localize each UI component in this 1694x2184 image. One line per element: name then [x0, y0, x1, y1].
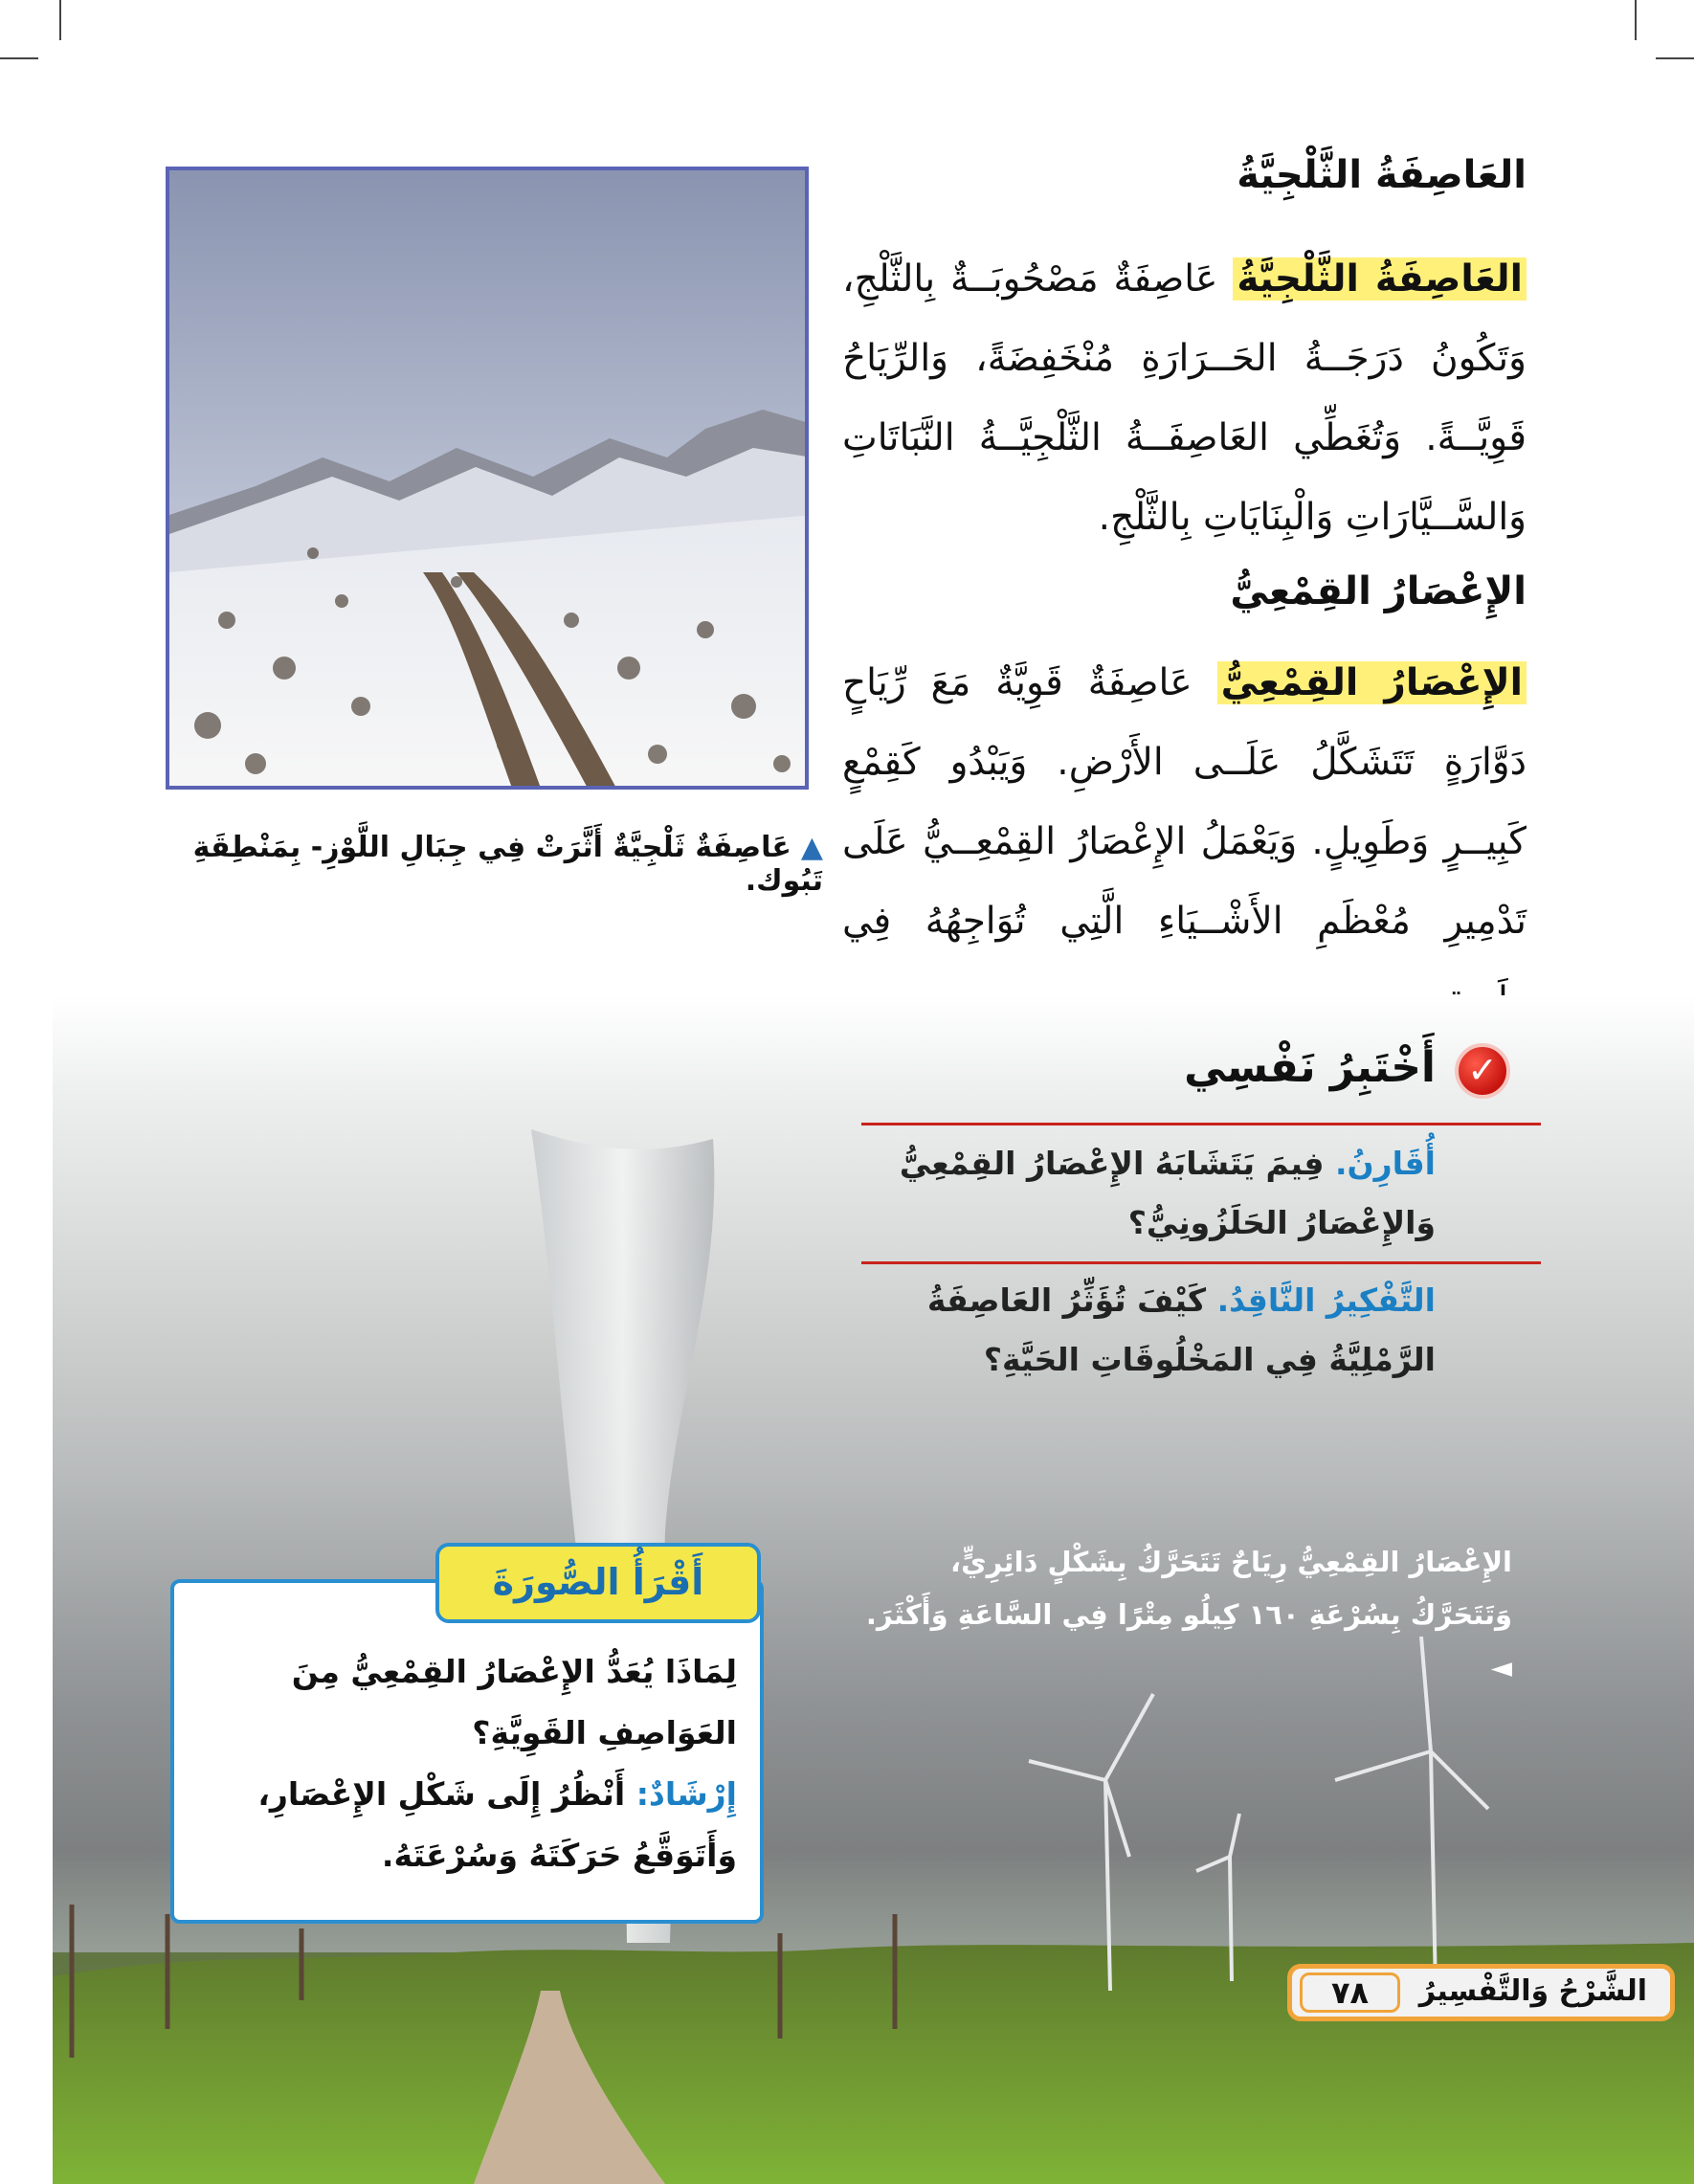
crop-mark [1635, 0, 1637, 40]
section-name: الشَّرْحُ وَالتَّفْسِيرُ [1418, 1974, 1647, 2008]
photo-caption [153, 831, 823, 898]
blizzard-text: عَاصِفَةٌ مَصْحُوبَــةٌ بِالثَّلْجِ، وَتَكُونُ دَرَجَــةُ الحَــرَارَةِ مُنْخَفِضَةً، وَالرِّيَاحُ قَوِيَّــةً. وَتُغَطِّي العَاصِفَــةُ الثَّلْجِيَّــةُ النَّبَاتَاتِ وَالسَّــيَّارَاتِ وَالْبِنَايَاتِ بِالثَّلْجِ. [842, 257, 1527, 539]
red-divider [861, 1261, 1541, 1264]
blizzard-heading: العَاصِفَةُ الثَّلْجِيَّةُ [1237, 153, 1527, 197]
red-divider [861, 1123, 1541, 1125]
checkmark-icon: ✓ [1455, 1043, 1510, 1099]
read-picture-hint [196, 1764, 737, 1886]
blizzard-paragraph [842, 239, 1527, 557]
self-test-title: أَخْتَبِرُ نَفْسِي [1184, 1043, 1436, 1092]
crop-mark [59, 0, 61, 40]
blizzard-photo [166, 167, 809, 790]
tornado-caption: الإِعْصَارُ القِمْعِيُّ رِيَاحٌ تَتَحَرَّكُ بِشَكْلٍ دَائِرِيٍّ، وَتَتَحَرَّكُ بِسُرْعَةِ ١٦٠ كِيلُو مِتْرًا فِي السَّاعَةِ وَأَكْثَرَ. ◄ [865, 1546, 1512, 1683]
critical-thinking-text: كَيْفَ تُؤَثِّرُ العَاصِفَةُ الرَّمْلِيَّةُ فِي المَخْلُوقَاتِ الحَيَّةِ؟ [926, 1281, 1436, 1378]
compare-label: أُقَارِنُ. [1334, 1145, 1436, 1182]
snowy-mountain-illustration [169, 170, 809, 790]
photo-caption-text: عَاصِفَةٌ ثَلْجِيَّةٌ أَثَّرَتْ فِي جِبَالِ اللَّوْزِ- بِمَنْطِقَةِ تَبُوك. [192, 831, 823, 898]
self-test-question-critical [861, 1271, 1436, 1390]
page-footer [1287, 1964, 1675, 2021]
triangle-icon: ▲ [800, 831, 823, 864]
tornado-term: الإِعْصَارُ القِمْعِيُّ [1217, 661, 1527, 704]
read-picture-content [196, 1641, 737, 1886]
self-test-question-compare [861, 1134, 1436, 1253]
crop-mark [1656, 57, 1694, 59]
tornado-paragraph [842, 643, 1527, 1040]
compare-text: فِيمَ يَتَشَابَهُ الإِعْصَارُ القِمْعِيُّ وَالإِعْصَارُ الحَلَزُونِيُّ؟ [899, 1145, 1436, 1241]
read-picture-tab: أَقْرَأُ الصُّورَةَ [435, 1543, 761, 1623]
crop-mark [0, 57, 38, 59]
blizzard-term: العَاصِفَةُ الثَّلْجِيَّةُ [1233, 257, 1527, 301]
tornado-heading: الإِعْصَارُ القِمْعِيُّ [1230, 569, 1527, 613]
tornado-text: عَاصِفَةٌ قَوِيَّةٌ مَعَ رِّيَاحٍ دَوَّارَةٍ تَتَشَكَّلُ عَلَــى الأَرْضِ. وَيَبْدُو كَقِمْعٍ كَبِيــرٍ وَطَوِيلٍ. وَيَعْمَلُ الإِعْصَارُ القِمْعِــيُّ عَلَى تَدْمِيرِ مُعْظَمِ الأَشْــيَاءِ الَّتِي تُوَاجِهُهُ فِي [842, 661, 1527, 943]
hint-text: أَنْظُرُ إِلَى شَكْلِ الإِعْصَارِ، وَأَتَوَقَّعُ حَرَكَتَهُ وَسُرْعَتَهُ. [257, 1775, 737, 1874]
critical-thinking-label: التَّفْكِيرُ النَّاقِدُ. [1216, 1281, 1436, 1319]
read-picture-question: لِمَاذَا يُعَدُّ الإِعْصَارُ القِمْعِيُّ مِنَ العَوَاصِفِ القَوِيَّةِ؟ [291, 1653, 737, 1751]
page-number: ٧٨ [1300, 1972, 1400, 2013]
hint-label: إِرْشَادٌ: [635, 1775, 737, 1813]
